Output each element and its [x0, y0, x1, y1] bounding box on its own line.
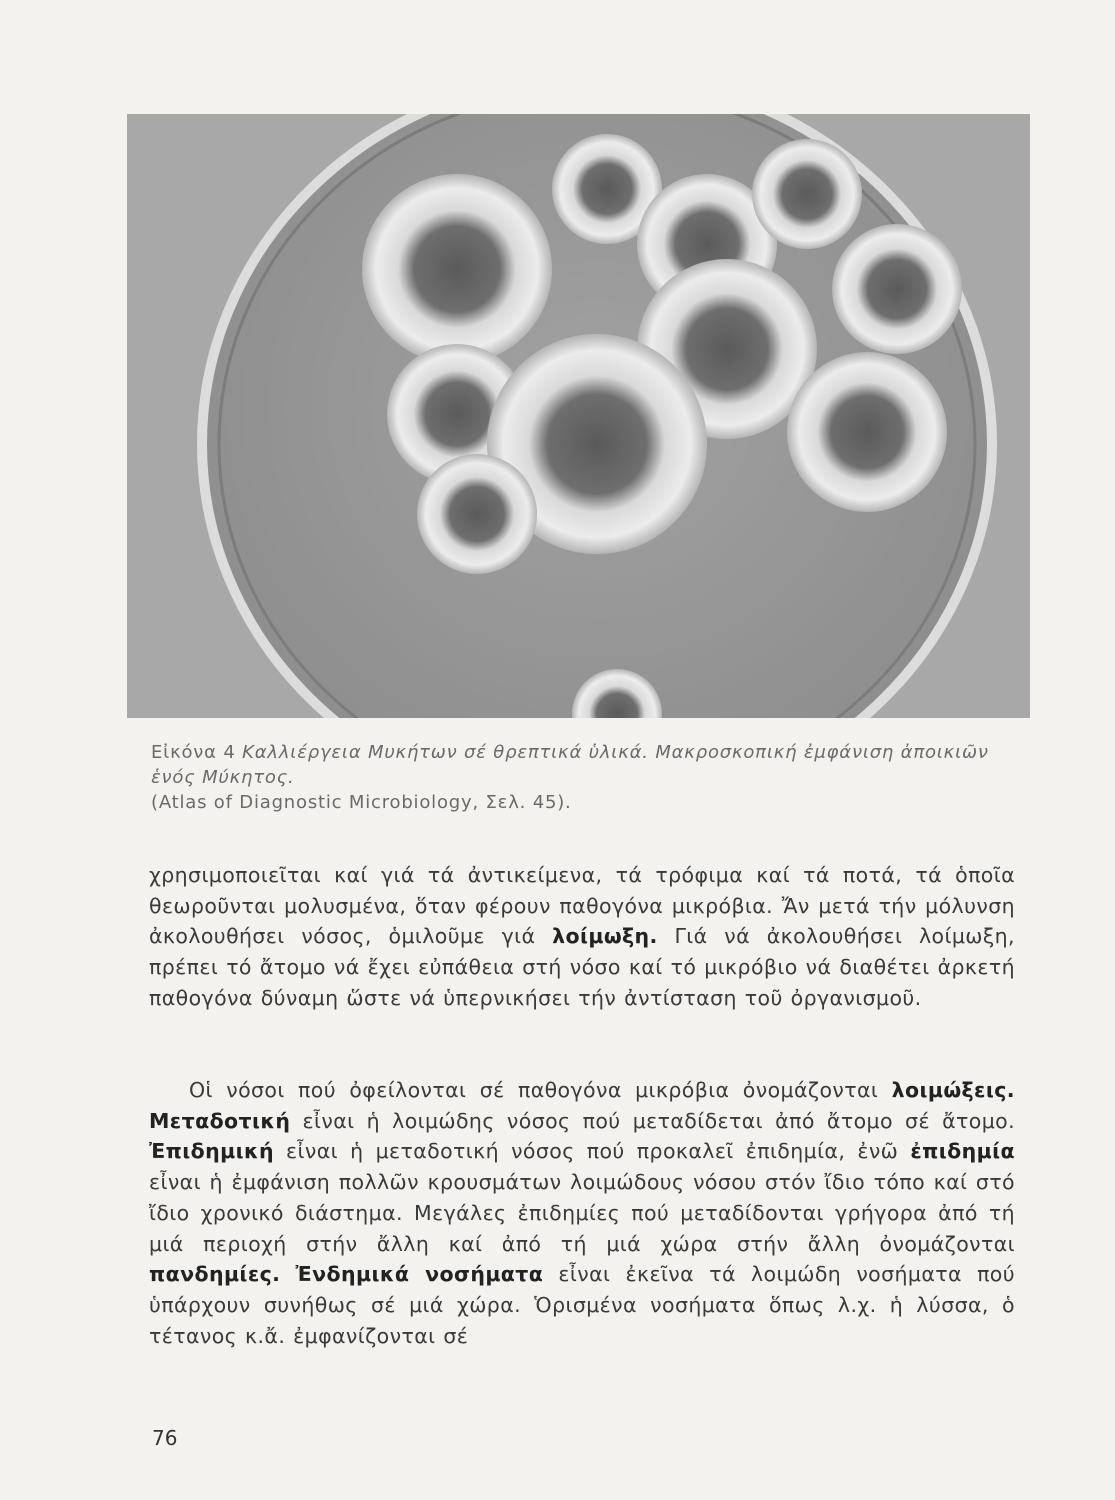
p1-text-end: Γιά νά ἀκολουθήσει λοίμωξη, πρέπει τό ἄτομο νά ἔχει εὐπάθεια στή νόσο καί τό μικρόβιο νά διαθέτει ἀρκετή παθογόνα δύναμη ὥστε νά ὑπερνικήσει τήν ἀντίσταση τοῦ ὀργανισμοῦ.: [149, 924, 1015, 1010]
fungal-colonies-image: [127, 114, 1030, 718]
p2-space: [280, 1262, 295, 1286]
petri-dish-photo: [127, 114, 1030, 718]
term-epidimiki: Ἐπιδημική: [149, 1139, 274, 1164]
p2-text: εἶναι ἡ ἐμφάνιση πολλῶν κρουσμάτων λοιμώδους νόσου στόν ἴδιο τόπο καί στό ἴδιο χρονικό διάστημα. Μεγάλες ἐπιδημίες πού μεταδίδονται γρήγορα ἀπό τή μιά περιοχή στήν ἄλλη καί ἀπό τή μιά χώρα στήν ἄλλη ὀνομάζονται: [149, 1170, 1015, 1256]
term-pandimies: πανδημίες.: [149, 1262, 281, 1287]
term-endimika-nosimata: Ἐνδημικά νοσήματα: [295, 1262, 544, 1287]
p2-text: Οἱ νόσοι πού ὀφείλονται σέ παθογόνα μικρόβια ὀνομάζονται: [189, 1078, 892, 1102]
term-metadotiki: Μεταδοτική: [149, 1108, 291, 1133]
figure-caption: [151, 740, 1021, 815]
term-loimoxi: λοίμωξη.: [552, 924, 658, 949]
p2-text: εἶναι ἡ λοιμώδης νόσος πού μεταδίδεται ἀπό ἄτομο σέ ἄτομο.: [290, 1108, 1015, 1133]
paragraph-2: [149, 1075, 1015, 1351]
page-number: 76: [152, 1426, 178, 1450]
term-loimoxeis: λοιμώξεις.: [891, 1078, 1015, 1102]
p1-text: χρησιμοποιεῖται καί γιά τά ἀντικείμενα, τά τρόφιμα καί τά ποτά, τά ὁποῖα θεωροῦνται μολυσμένα, ὅταν φέρουν παθογόνα μικρόβια. Ἄν μετά τήν μόλυνση ἀκολουθήσει νόσος, ὁμιλοῦμε γιά: [149, 863, 1015, 949]
figure-source: (Atlas of Diagnostic Microbiology, Σελ. 45).: [151, 792, 572, 813]
p2-text: εἶναι ἡ μεταδοτική νόσος πού προκαλεῖ ἐπιδημία, ἐνῶ: [273, 1139, 911, 1164]
paragraph-1: [149, 860, 1015, 1014]
figure-label: Εἰκόνα 4: [151, 742, 236, 763]
figure-title: Καλλιέργεια Μυκήτων σέ θρεπτικά ὑλικά. Μακροσκοπική ἐμφάνιση ἀποικιῶν ἑνός Μύκητος.: [151, 742, 989, 788]
p2-text-end: εἶναι ἐκεῖνα τά λοιμώδη νοσήματα πού ὑπάρχουν συνήθως σέ μιά χώρα. Ὁρισμένα νοσήματα ὅπως λ.χ. ἡ λύσσα, ὁ τέτανος κ.ἄ. ἐμφανίζονται σέ: [149, 1262, 1016, 1348]
term-epidimia: ἐπιδημία: [910, 1139, 1015, 1164]
